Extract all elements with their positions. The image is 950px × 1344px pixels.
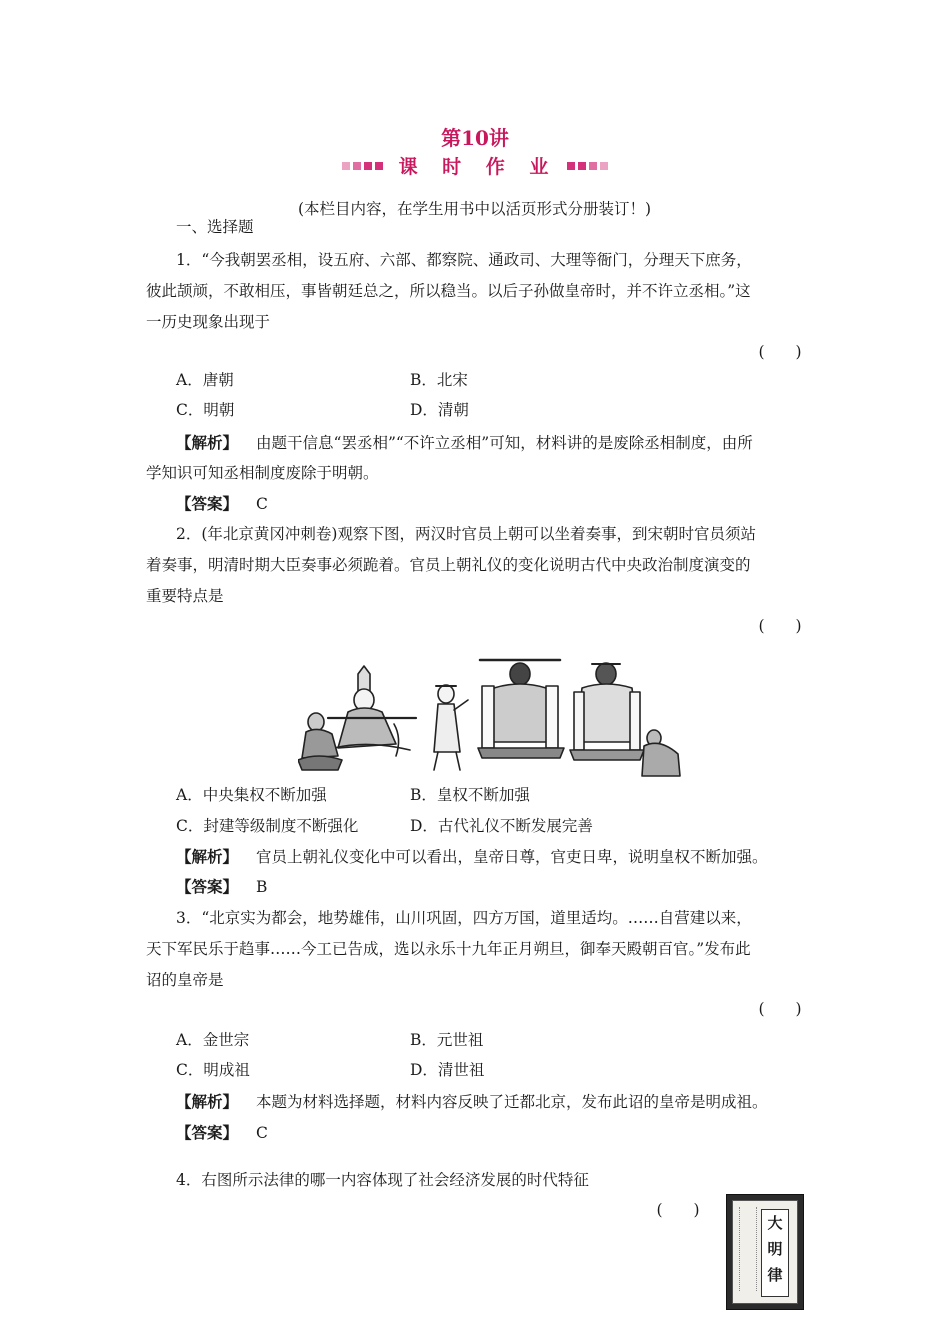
deco-square-icon [342,162,350,170]
q1-stem-line: 彼此颉颃，不敢相压，事皆朝廷总之，所以稳当。以后子孙做皇帝时，并不许立丞相。”这 [146,282,751,300]
answer-label: 【答案】 [176,494,239,513]
lesson-subtitle [0,152,950,179]
q4-answer-bracket: ( ) [656,1201,700,1219]
q3-stem-line: 天下军民乐于趋事……今工已告成，选以永乐十九年正月朔旦，御奉天殿朝百官。”发布此 [146,940,751,958]
analysis-text: 本题为材料选择题，材料内容反映了迁都北京，发布此诏的皇帝是明成祖。 [256,1093,768,1111]
q2-option-a: A．中央集权不断加强 [176,786,327,804]
han-emperor-figure [328,666,416,756]
q1-stem-line: 1．“今我朝罢丞相，设五府、六部、都察院、通政司、大理等衙门，分理天下庶务， [176,251,752,269]
q1-answer [176,494,268,514]
book-cover-decor-column [739,1207,757,1291]
answer-value: C [256,1124,268,1142]
book-title-label [761,1209,789,1297]
deco-square-icon [600,162,608,170]
q3-stem-line: 诏的皇帝是 [146,971,224,989]
answer-label: 【答案】 [176,877,239,896]
section-heading: 一、选择题 [176,218,254,236]
q2-answer [176,877,267,897]
binding-note: (本栏目内容，在学生用书中以活页形式分册装订！) [298,200,652,218]
analysis-label: 【解析】 [176,433,239,452]
q1-analysis [176,433,753,453]
q3-answer [176,1123,268,1143]
han-seated-official-figure [298,713,342,770]
q1-answer-bracket: ( ) [758,343,802,361]
song-standing-official-figure [434,685,468,770]
ming-emperor-figure [570,663,644,760]
q2-stem-line: 着奏事，明清时期大臣奏事必须跪着。官员上朝礼仪的变化说明古代中央政治制度演变的 [146,556,751,574]
book-title-char: 律 [767,1266,783,1284]
q1-option-d: D．清朝 [410,401,469,419]
deco-square-icon [567,162,575,170]
subtitle-text: 课 时 作 业 [398,156,558,178]
q2-option-b: B．皇权不断加强 [410,786,530,804]
da-ming-lu-book-cover [726,1194,804,1310]
q1-option-a: A．唐朝 [176,371,234,389]
deco-square-icon [353,162,361,170]
answer-value: C [256,495,268,513]
book-cover-panel [732,1200,798,1304]
deco-square-icon [364,162,372,170]
book-title-char: 大 [767,1214,783,1232]
q2-answer-bracket: ( ) [758,617,802,635]
song-emperor-figure [478,660,564,758]
q2-option-d: D．古代礼仪不断发展完善 [410,817,593,835]
answer-label: 【答案】 [176,1123,239,1142]
analysis-label: 【解析】 [176,1092,239,1111]
deco-square-icon [375,162,383,170]
analysis-text: 官员上朝礼仪变化中可以看出，皇帝日尊，官吏日卑，说明皇权不断加强。 [256,848,768,866]
q1-stem-line: 一历史现象出现于 [146,313,271,331]
deco-square-icon [589,162,597,170]
deco-square-icon [578,162,586,170]
q3-option-b: B．元世祖 [410,1031,484,1049]
q1-option-b: B．北宋 [410,371,468,389]
q3-option-c: C．明成祖 [176,1061,250,1079]
q3-analysis [176,1092,768,1112]
q2-stem-line: 2．(年北京黄冈冲刺卷)观察下图，两汉时官员上朝可以坐着奏事，到宋朝时官员须站 [176,525,756,543]
q3-option-d: D．清世祖 [410,1061,485,1079]
ming-kneeling-official-figure [642,730,680,776]
answer-value: B [256,878,268,896]
lesson-title: 第10讲 [441,126,509,150]
q2-stem-line: 重要特点是 [146,587,224,605]
q4-stem-line: 4．右图所示法律的哪一内容体现了社会经济发展的时代特征 [176,1171,589,1189]
q3-stem-line: 3．“北京实为都会，地势雄伟，山川巩固，四方万国，道里适均。……自营建以来， [176,909,752,927]
q3-answer-bracket: ( ) [758,1000,802,1018]
q1-option-c: C．明朝 [176,401,235,419]
q2-option-c: C．封建等级制度不断强化 [176,817,359,835]
book-title-char: 明 [767,1240,783,1258]
analysis-text: 由题干信息“罢丞相”“不许立丞相”可知，材料讲的是废除丞相制度，由所 [256,434,753,452]
q3-option-a: A．金世宗 [176,1031,250,1049]
analysis-label: 【解析】 [176,847,239,866]
q1-analysis-cont: 学知识可知丞相制度废除于明朝。 [146,464,379,482]
court-etiquette-illustration [298,652,682,780]
q2-analysis [176,847,768,867]
